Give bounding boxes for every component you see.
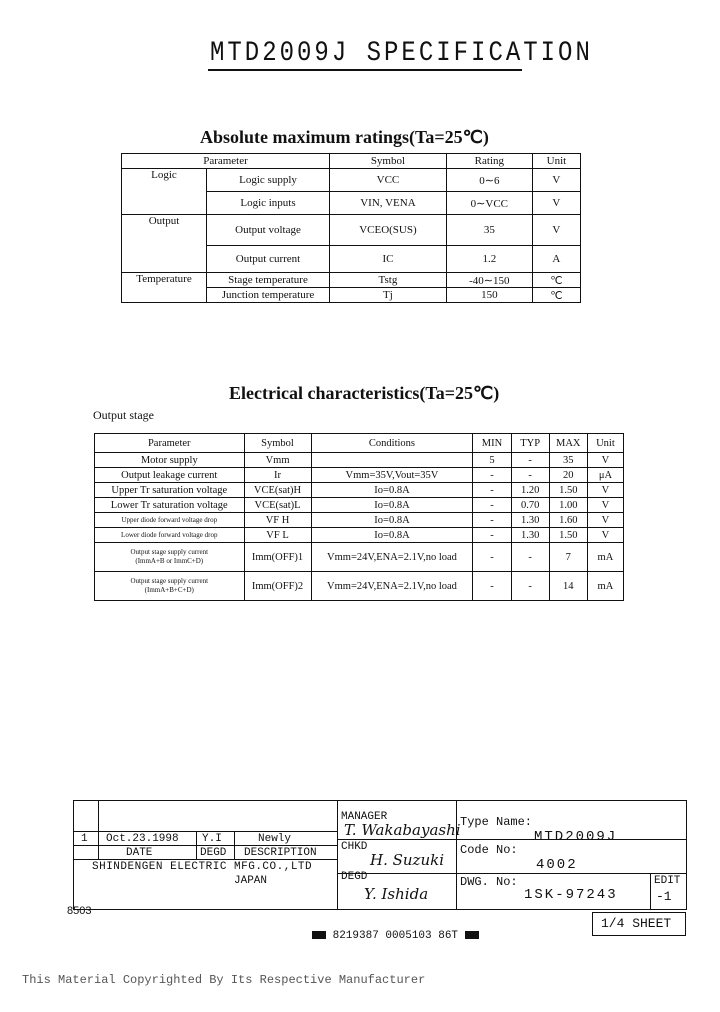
table-row — [95, 483, 624, 498]
cell-max: 1.00 — [549, 498, 587, 513]
cell-param: Motor supply — [95, 453, 245, 468]
table-row — [122, 273, 581, 288]
revision-description: Newly — [258, 833, 292, 845]
cell-typ: 1.30 — [511, 513, 549, 528]
manager-signature: T. Wakabayashi — [344, 821, 461, 839]
divider — [337, 839, 686, 840]
table-row — [95, 498, 624, 513]
revision-date: Oct.23.1998 — [106, 833, 179, 845]
cell-conditions: Vmm=24V,ENA=2.1V,no load — [311, 543, 473, 572]
edit-value: -1 — [656, 889, 672, 904]
sheet-number: 1/4 SHEET — [601, 916, 672, 931]
table-row — [122, 215, 581, 246]
cell-param: Lower diode forward voltage drop — [95, 528, 245, 543]
elec-header-unit: Unit — [587, 434, 623, 453]
group-logic: Logic — [122, 169, 207, 215]
cell-typ: - — [511, 543, 549, 572]
divider — [650, 873, 651, 909]
group-output: Output — [122, 215, 207, 273]
abs-header-unit: Unit — [532, 154, 580, 169]
cell-max: 35 — [549, 453, 587, 468]
cell-min: - — [473, 483, 511, 498]
table-row — [95, 468, 624, 483]
degd-label: DEGD — [341, 871, 368, 883]
cell-param: Upper Tr saturation voltage — [95, 483, 245, 498]
elec-header-typ: TYP — [511, 434, 549, 453]
cell-param-line2: (ImmA+B+C+D) — [144, 586, 194, 594]
cell-typ: - — [511, 468, 549, 483]
cell-min: 5 — [473, 453, 511, 468]
cell-unit: V — [587, 483, 623, 498]
cell-symbol: VCE(sat)H — [244, 483, 311, 498]
cell-unit: V — [532, 169, 580, 192]
cell-unit: V — [587, 498, 623, 513]
edit-label: EDIT — [654, 875, 681, 887]
cell-typ: 0.70 — [511, 498, 549, 513]
degd-signature: Y. Ishida — [364, 885, 429, 903]
cell-typ: 1.20 — [511, 483, 549, 498]
table-row — [95, 453, 624, 468]
document-title: MTD2009J SPECIFICATION — [210, 37, 593, 70]
barcode-line — [312, 930, 479, 942]
output-stage-label: Output stage — [93, 408, 154, 422]
cell-min: - — [473, 572, 511, 601]
code-number-label: Code No: — [460, 843, 518, 857]
cell-max: 1.60 — [549, 513, 587, 528]
type-name-label: Type Name: — [460, 815, 533, 829]
elec-char-title: Electrical characteristics(Ta=25℃) — [229, 383, 500, 403]
cell-conditions — [311, 453, 473, 468]
divider — [337, 801, 338, 909]
chkd-signature: H. Suzuki — [370, 851, 445, 869]
cell-rating: 35 — [446, 215, 532, 246]
cell-param: Output voltage — [207, 215, 330, 246]
dwg-number-value: 1SK-97243 — [524, 887, 618, 903]
cell-unit: V — [532, 215, 580, 246]
cell-min: - — [473, 528, 511, 543]
cell-rating: 0∼VCC — [446, 192, 532, 215]
type-name-value: MTD2009J — [534, 829, 618, 845]
divider — [74, 859, 337, 860]
cell-param: Logic inputs — [207, 192, 330, 215]
cell-conditions: Vmm=35V,Vout=35V — [311, 468, 473, 483]
cell-symbol: VF H — [244, 513, 311, 528]
table-row — [95, 513, 624, 528]
chkd-label: CHKD — [341, 841, 368, 853]
divider — [456, 801, 457, 909]
cell-param: Lower Tr saturation voltage — [95, 498, 245, 513]
cell-typ: 1.30 — [511, 528, 549, 543]
barcode-text: 8219387 0005103 86T — [332, 930, 459, 942]
cell-symbol: VIN, VENA — [330, 192, 447, 215]
cell-max: 20 — [549, 468, 587, 483]
cell-param: Stage temperature — [207, 273, 330, 288]
revision-number: 1 — [81, 833, 88, 845]
cell-max: 1.50 — [549, 528, 587, 543]
company-country: JAPAN — [234, 875, 268, 887]
elec-char-table — [94, 433, 624, 601]
cell-param: Junction temperature — [207, 288, 330, 303]
col-degd-label: DEGD — [200, 847, 227, 859]
cell-param-line1: Output stage supply current — [130, 577, 209, 585]
abs-header-symbol: Symbol — [330, 154, 447, 169]
cell-conditions: Io=0.8A — [311, 528, 473, 543]
cell-unit: μA — [587, 468, 623, 483]
cell-symbol: IC — [330, 246, 447, 273]
cell-conditions: Vmm=24V,ENA=2.1V,no load — [311, 572, 473, 601]
cell-min: - — [473, 543, 511, 572]
cell-unit: V — [587, 528, 623, 543]
cell-min: - — [473, 468, 511, 483]
cell-param-line1: Output stage supply current — [130, 548, 209, 556]
cell-symbol: Vmm — [244, 453, 311, 468]
elec-header-min: MIN — [473, 434, 511, 453]
cell-unit: A — [532, 246, 580, 273]
bar-mark — [465, 931, 479, 939]
abs-header-parameter: Parameter — [122, 154, 330, 169]
divider — [74, 845, 337, 846]
divider — [74, 831, 337, 832]
cell-unit: mA — [587, 543, 623, 572]
doc-code: 8503 — [67, 905, 92, 917]
cell-max: 14 — [549, 572, 587, 601]
cell-param: Output current — [207, 246, 330, 273]
divider — [98, 801, 99, 859]
title-underline — [208, 69, 522, 71]
elec-header-parameter: Parameter — [95, 434, 245, 453]
cell-max: 1.50 — [549, 483, 587, 498]
group-temperature: Temperature — [122, 273, 207, 303]
cell-rating: 0∼6 — [446, 169, 532, 192]
cell-min: - — [473, 498, 511, 513]
cell-param: Upper diode forward voltage drop — [95, 513, 245, 528]
cell-unit: V — [587, 513, 623, 528]
copyright-notice: This Material Copyrighted By Its Respective Manufacturer — [22, 973, 426, 987]
cell-rating: -40∼150 — [446, 273, 532, 288]
col-description-label: DESCRIPTION — [244, 847, 317, 859]
cell-param: Output leakage current — [95, 468, 245, 483]
abs-max-table — [121, 153, 581, 303]
cell-min: - — [473, 513, 511, 528]
cell-unit: mA — [587, 572, 623, 601]
cell-conditions: Io=0.8A — [311, 513, 473, 528]
cell-symbol: VF L — [244, 528, 311, 543]
cell-symbol: VCE(sat)L — [244, 498, 311, 513]
company-name: SHINDENGEN ELECTRIC MFG.CO.,LTD — [92, 861, 313, 873]
cell-symbol: VCEO(SUS) — [330, 215, 447, 246]
bar-mark — [312, 931, 326, 939]
cell-unit: ℃ — [532, 273, 580, 288]
dwg-number-label: DWG. No: — [460, 875, 518, 889]
cell-typ: - — [511, 572, 549, 601]
code-number-value: 4002 — [536, 857, 578, 873]
abs-max-title: Absolute maximum ratings(Ta=25℃) — [200, 127, 489, 147]
table-row — [95, 528, 624, 543]
cell-conditions: Io=0.8A — [311, 483, 473, 498]
cell-unit: V — [532, 192, 580, 215]
cell-typ: - — [511, 453, 549, 468]
cell-unit: V — [587, 453, 623, 468]
cell-symbol: Imm(OFF)2 — [244, 572, 311, 601]
cell-symbol: VCC — [330, 169, 447, 192]
cell-rating: 1.2 — [446, 246, 532, 273]
abs-header-rating: Rating — [446, 154, 532, 169]
cell-symbol: Tstg — [330, 273, 447, 288]
sheet-box — [592, 912, 686, 936]
cell-unit: ℃ — [532, 288, 580, 303]
elec-header-max: MAX — [549, 434, 587, 453]
title-block — [73, 800, 687, 910]
cell-conditions: Io=0.8A — [311, 498, 473, 513]
table-row — [95, 572, 624, 601]
cell-param-line2: (ImmA+B or ImmC+D) — [135, 557, 204, 565]
cell-rating: 150 — [446, 288, 532, 303]
cell-symbol: Imm(OFF)1 — [244, 543, 311, 572]
cell-symbol: Ir — [244, 468, 311, 483]
manager-label: MANAGER — [341, 811, 388, 823]
revision-degd: Y.I — [202, 833, 222, 845]
cell-max: 7 — [549, 543, 587, 572]
elec-header-symbol: Symbol — [244, 434, 311, 453]
cell-param: Logic supply — [207, 169, 330, 192]
col-date-label: DATE — [126, 847, 153, 859]
divider — [337, 873, 686, 874]
table-row — [95, 543, 624, 572]
table-row — [122, 169, 581, 192]
elec-header-conditions: Conditions — [311, 434, 473, 453]
cell-param — [95, 572, 245, 601]
cell-param — [95, 543, 245, 572]
cell-symbol: Tj — [330, 288, 447, 303]
